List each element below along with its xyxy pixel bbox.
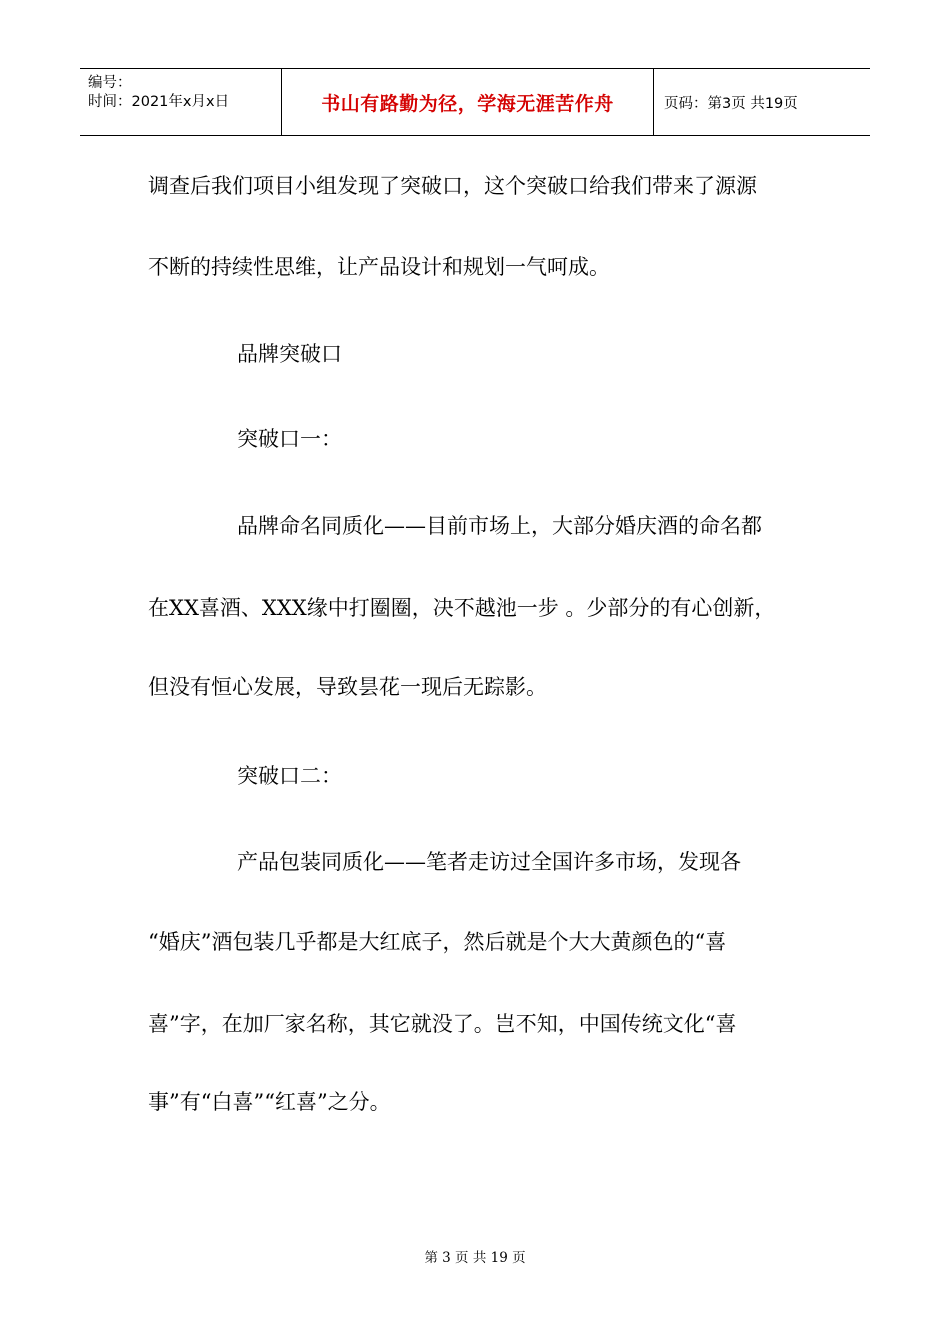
subheading-breakthrough-2: 突破口二： <box>237 764 342 788</box>
document-header <box>80 68 870 136</box>
body-line-7: 但没有恒心发展，导致昙花一现后无踪影。 <box>148 675 547 699</box>
subheading-breakthrough-1: 突破口一： <box>237 427 342 451</box>
time-label: 时间：2021年x月x日 <box>88 94 230 110</box>
body-line-9: 产品包装同质化——笔者走访过全国许多市场，发现各 <box>237 850 741 874</box>
body-line-5: 品牌命名同质化——目前市场上，大部分婚庆酒的命名都 <box>237 514 762 538</box>
body-line-10: “婚庆”酒包装几乎都是大红底子，然后就是个大大黄颜色的“喜 <box>148 930 727 954</box>
page-footer: 第 3 页 共 19 页 <box>424 1250 526 1266</box>
header-meta-cell <box>80 69 282 135</box>
section-heading-brand: 品牌突破口 <box>237 342 342 366</box>
header-page-info: 页码：第3页 共19页 <box>664 95 798 112</box>
header-motto: 书山有路勤为径，学海无涯苦作舟 <box>282 69 654 135</box>
code-label: 编号： <box>88 75 132 91</box>
body-line-11: 喜”字，在加厂家名称，其它就没了。岂不知，中国传统文化“喜 <box>148 1012 737 1036</box>
body-line-6: 在XX喜酒、XXX缘中打圈圈，决不越池一步 。少部分的有心创新， <box>148 596 776 620</box>
body-line-2: 不断的持续性思维，让产品设计和规划一气呵成。 <box>148 255 610 279</box>
body-line-1: 调查后我们项目小组发现了突破口，这个突破口给我们带来了源源 <box>148 174 757 198</box>
body-line-12: 事”有“白喜”“红喜”之分。 <box>148 1090 391 1114</box>
